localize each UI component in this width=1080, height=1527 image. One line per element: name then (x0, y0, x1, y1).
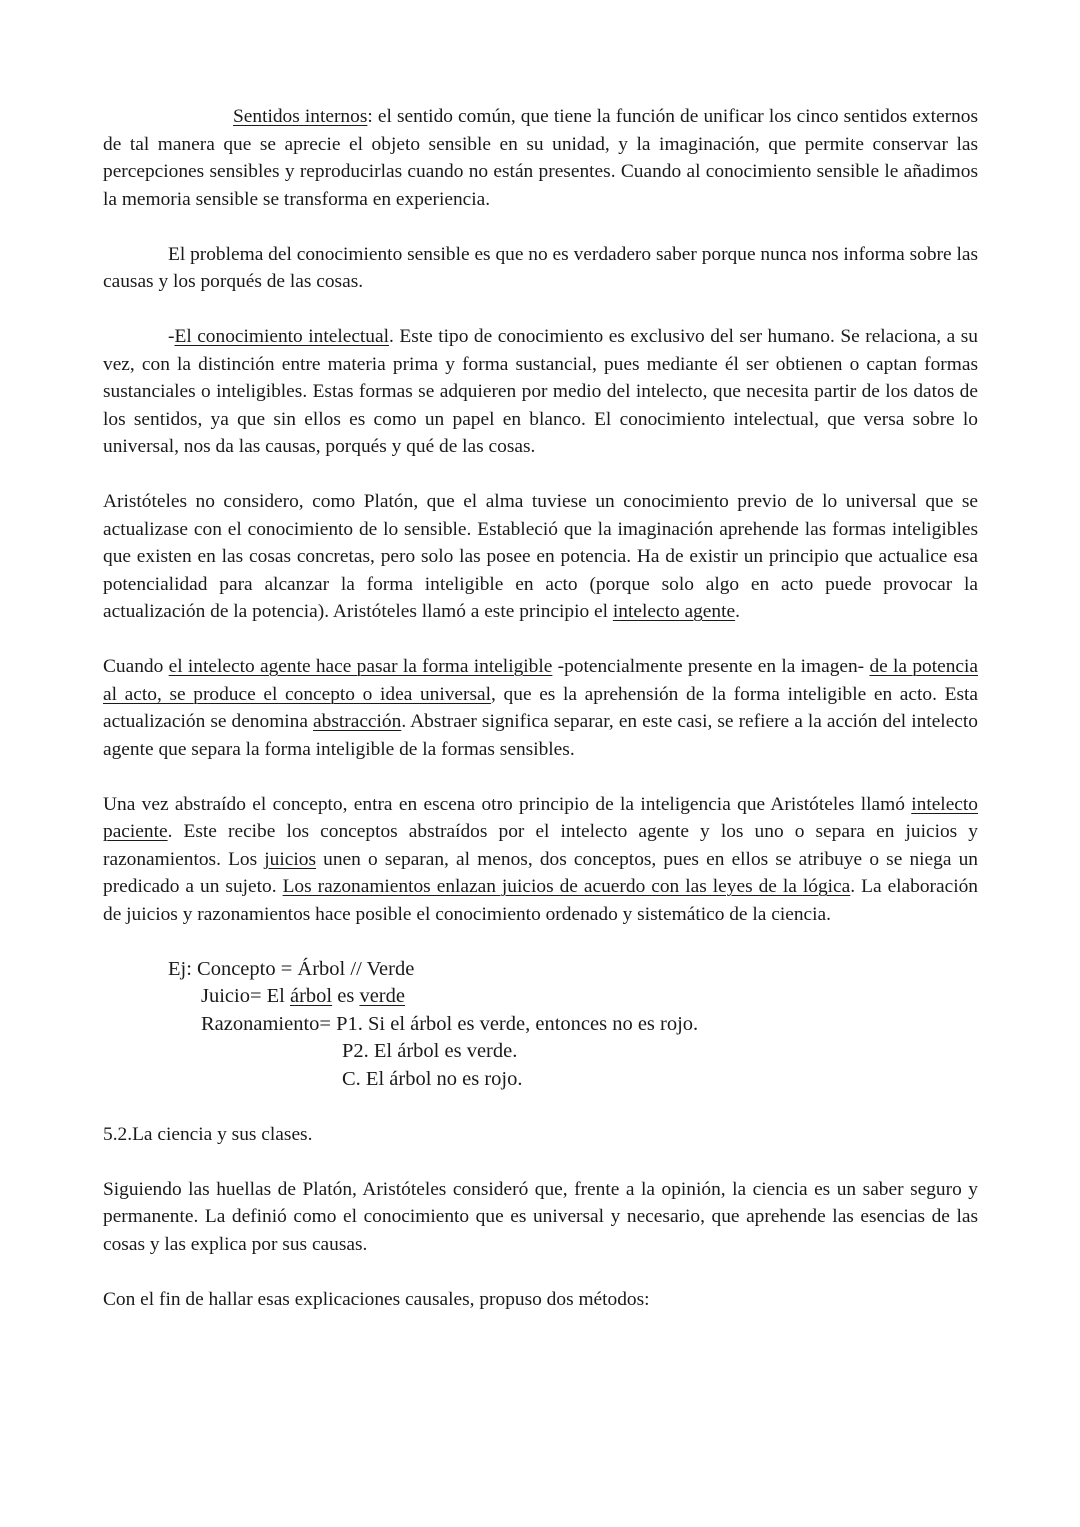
term-intelecto-paciente: intelecto paciente (103, 793, 978, 842)
text-span: . Abstraer significa separar, en este casi, se refiere a la acción del intelecto agente que separa la forma inteligible de la formas sensibles. (103, 711, 978, 760)
example-line-juicio (168, 983, 978, 1011)
underlined-span: de la potencia al acto, se produce el concepto o idea universal (103, 656, 978, 705)
text-span: . Este recibe los conceptos abstraídos por el intelecto agente y los uno o separa en juicios y razonamientos. Los (103, 821, 978, 870)
text-span: -potencialmente presente en la imagen- (552, 656, 870, 677)
example-line-conclusion: C. El árbol no es rojo. (342, 1067, 523, 1090)
example-line-premise-2: P2. El árbol es verde. (342, 1040, 518, 1062)
text-span: es (332, 985, 360, 1007)
example-block (168, 956, 978, 1094)
underlined-span: el intelecto agente hace pasar la forma inteligible (168, 656, 553, 677)
paragraph-aristoteles-platon (103, 488, 978, 626)
dash: - (168, 326, 175, 347)
example-line-concepto: Ej: Concepto = Árbol // Verde (168, 957, 415, 980)
underlined-span: árbol (290, 985, 333, 1007)
text-span: . La elaboración de juicios y razonamientos hace posible el conocimiento ordenado y sistemático de la ciencia. (103, 876, 979, 925)
paragraph-intelecto-paciente (103, 791, 978, 929)
example-line-razonamiento: Razonamiento= P1. Si el árbol es verde, entonces no es rojo. (201, 1012, 699, 1035)
underlined-span: Los razonamientos enlazan juicios de acuerdo con las leyes de la lógica (282, 876, 851, 897)
paragraph-conocimiento-intelectual (103, 323, 978, 461)
term-abstraccion: abstracción (313, 711, 402, 732)
paragraph-metodos: Con el fin de hallar esas explicaciones causales, propuso dos métodos: (103, 1288, 650, 1310)
term-juicios: juicios (264, 848, 317, 870)
paragraph-sentidos-internos (103, 103, 978, 213)
paragraph-problema-conocimiento: El problema del conocimiento sensible es que no es verdadero saber porque nunca nos informa sobre las causas y los porqués de las cosas. (103, 243, 978, 292)
section-heading: 5.2.La ciencia y sus clases. (103, 1123, 313, 1145)
text-span: unen o separan, al menos, dos conceptos, pues en ellos se atribuye o se niega un predicado a un sujeto. (103, 848, 978, 897)
document-page (103, 103, 978, 1341)
paragraph-abstraccion (103, 653, 978, 763)
text-span: Juicio= El (201, 985, 290, 1007)
term-sentidos-internos: Sentidos internos (233, 106, 368, 127)
text-span: Cuando (103, 656, 169, 677)
term-intelecto-agente: intelecto agente (612, 601, 736, 622)
paragraph-text: : el sentido común, que tiene la función de unificar los cinco sentidos externos de tal manera que se aprecie el objeto sensible en su unidad, y la imaginación, que permite conservar las percepciones sensibles y reproducirlas cuando no están presentes. Cuando al conocimiento sensible le añadimos la memoria sensible se transforma en experiencia. (103, 106, 979, 210)
text-span: , que es la aprehensión de la forma inteligible en acto. Esta actualización se denomina (103, 683, 978, 732)
text-span: Una vez abstraído el concepto, entra en escena otro principio de la inteligencia que Aristóteles llamó (103, 793, 912, 815)
paragraph-end: . (735, 601, 740, 622)
paragraph-text: . Este tipo de conocimiento es exclusivo del ser humano. Se relaciona, a su vez, con la distinción entre materia prima y forma sustancial, pues mediante él ser obtienen o captan formas sustanciales o inteligibles. Estas formas se adquieren por medio del intelecto, que necesita partir de los datos de los sentidos, ya que sin ellos es como un papel en blanco. El conocimiento intelectual, que versa sobre lo universal, nos da las causas, porqués y qué de las cosas. (103, 326, 978, 457)
underlined-span: verde (359, 985, 405, 1007)
paragraph-text: Aristóteles no considero, como Platón, que el alma tuviese un conocimiento previo de lo universal que se actualizase con el conocimiento de lo sensible. Estableció que la imaginación aprehende las formas inteligibles que existen en las cosas concretas, pero solo las posee en potencia. Ha de existir un principio que actualice esa potencialidad para alcanzar la forma inteligible en acto (porque solo algo en acto puede provocar la actualización de la potencia). Aristóteles llamó a este principio el (103, 491, 978, 622)
term-conocimiento-intelectual: El conocimiento intelectual (174, 326, 389, 347)
paragraph-ciencia: Siguiendo las huellas de Platón, Aristóteles consideró que, frente a la opinión, la ciencia es un saber seguro y permanente. La definió como el conocimiento que es universal y necesario, que aprehende las esencias de las cosas y las explica por sus causas. (103, 1178, 978, 1255)
